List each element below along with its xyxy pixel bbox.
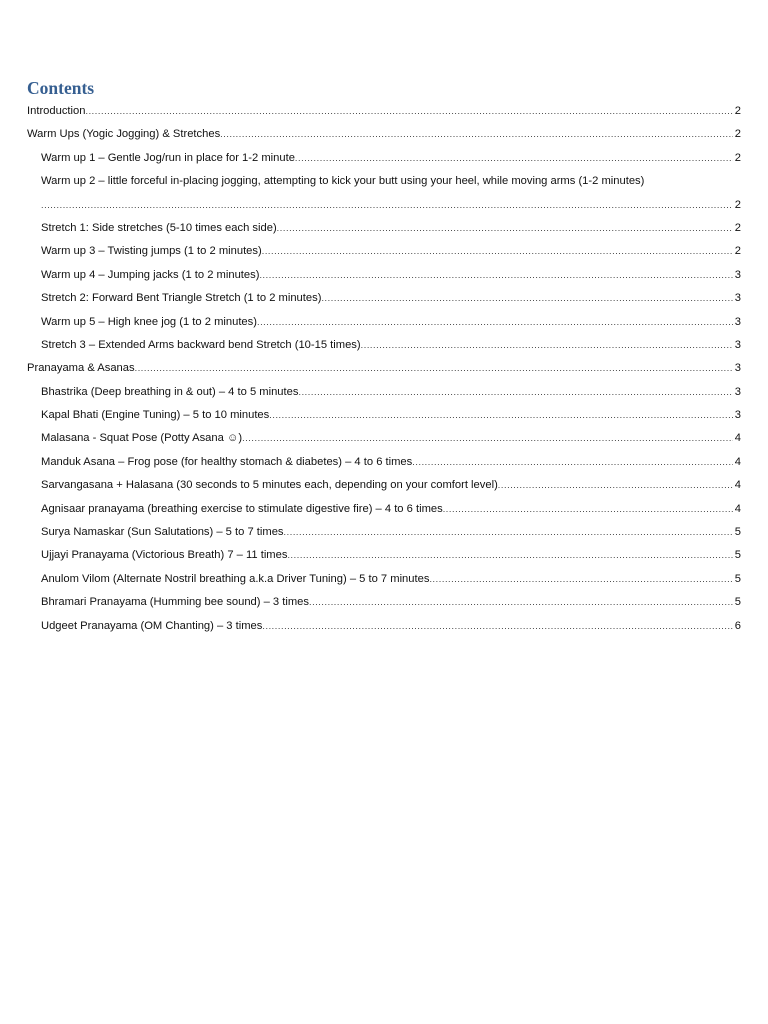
toc-entry[interactable]	[27, 334, 741, 357]
dot-leader	[85, 100, 732, 123]
toc-entry-page: 3	[734, 268, 741, 281]
toc-entry-title: Ujjayi Pranayama (Victorious Breath) 7 – 11 times	[41, 549, 288, 562]
dot-leader	[269, 404, 733, 427]
toc-entry-page: 3	[734, 385, 741, 398]
toc-entry-title: Warm up 1 – Gentle Jog/run in place for 1-2 minute	[41, 151, 295, 164]
toc-entry[interactable]	[27, 170, 741, 217]
toc-entry-page: 5	[734, 549, 741, 562]
dot-leader	[220, 123, 733, 146]
toc-entry[interactable]	[27, 404, 741, 427]
toc-entry-page: 2	[734, 245, 741, 258]
toc-entry[interactable]	[27, 451, 741, 474]
dot-leader	[429, 568, 732, 591]
toc-entry-title: Manduk Asana – Frog pose (for healthy stomach & diabetes) – 4 to 6 times	[41, 455, 413, 468]
toc-entry-title: Bhramari Pranayama (Humming bee sound) – 3 times	[41, 596, 309, 609]
toc-entry[interactable]	[27, 427, 741, 450]
toc-entry[interactable]	[27, 474, 741, 497]
toc-entry[interactable]	[27, 287, 741, 310]
toc-entry-title: Sarvangasana + Halasana (30 seconds to 5 minutes each, depending on your comfort level)	[41, 479, 498, 492]
toc-entry[interactable]	[27, 311, 741, 334]
toc-entry-page: 2	[734, 128, 741, 141]
toc-entry-page: 3	[734, 362, 741, 375]
toc-entry-title: Malasana - Squat Pose (Potty Asana ☺)	[41, 432, 243, 445]
toc-entry-title: Udgeet Pranayama (OM Chanting) – 3 times	[41, 619, 263, 632]
toc-entry-page: 4	[734, 455, 741, 468]
dot-leader	[298, 381, 732, 404]
toc-entry-page: 4	[734, 502, 741, 515]
dot-leader	[41, 194, 733, 217]
toc-entry-page: 2	[734, 105, 741, 117]
toc-entry-page: 5	[734, 572, 741, 585]
toc-entry[interactable]	[27, 544, 741, 567]
toc-entry[interactable]	[27, 357, 741, 380]
toc-entry-title: Warm up 5 – High knee jog (1 to 2 minutes)	[41, 315, 257, 328]
toc-entry-page: 4	[734, 432, 741, 445]
toc-entry-page: 2	[734, 221, 741, 234]
dot-leader	[443, 498, 733, 521]
dot-leader	[135, 357, 733, 380]
toc-entry-title: Stretch 1: Side stretches (5-10 times each side)	[41, 221, 277, 234]
toc-entry[interactable]	[27, 381, 741, 404]
toc-entry-page: 3	[734, 409, 741, 422]
toc-entry[interactable]	[27, 123, 741, 146]
toc-entry-page: 3	[734, 315, 741, 328]
dot-leader	[321, 287, 732, 310]
toc-entry-page: 5	[734, 596, 741, 609]
toc-entry-page: 5	[734, 526, 741, 539]
dot-leader	[257, 311, 733, 334]
toc-entry-title: Surya Namaskar (Sun Salutations) – 5 to 7 times	[41, 526, 284, 539]
contents-heading: Contents	[27, 78, 95, 98]
toc-entry-title: Bhastrika (Deep breathing in & out) – 4 to 5 minutes	[41, 385, 299, 398]
dot-leader	[262, 615, 732, 638]
toc-entry-title: Warm up 2 – little forceful in-placing jogging, attempting to kick your butt using your heel, while moving arms (1-2 minutes)	[41, 175, 645, 188]
dot-leader	[277, 217, 733, 240]
toc-entry[interactable]	[27, 217, 741, 240]
dot-leader	[412, 451, 733, 474]
toc-entry-title: Introduction	[27, 105, 86, 117]
dot-leader	[242, 427, 733, 450]
toc-entry-title: Stretch 3 – Extended Arms backward bend Stretch (10-15 times)	[41, 338, 361, 351]
toc-entry[interactable]	[27, 615, 741, 638]
toc-entry-page: 6	[734, 619, 741, 632]
dot-leader	[498, 474, 733, 497]
toc-entry[interactable]	[27, 591, 741, 614]
toc-entry-page: 2	[734, 198, 741, 211]
toc-entry-page: 3	[734, 338, 741, 351]
dot-leader	[262, 240, 733, 263]
toc-entry[interactable]	[27, 498, 741, 521]
dot-leader	[295, 147, 733, 170]
toc-entry-page: 2	[734, 151, 741, 164]
toc-entry-title: Agnisaar pranayama (breathing exercise to stimulate digestive fire) – 4 to 6 times	[41, 502, 443, 515]
toc-entry[interactable]	[27, 264, 741, 287]
dot-leader	[361, 334, 733, 357]
toc-list	[27, 100, 741, 638]
dot-leader	[284, 521, 733, 544]
toc-entry-title: Warm up 3 – Twisting jumps (1 to 2 minutes)	[41, 245, 262, 258]
dot-leader	[309, 591, 733, 614]
toc-entry-page: 4	[734, 479, 741, 492]
toc-entry[interactable]	[27, 568, 741, 591]
toc-entry[interactable]	[27, 147, 741, 170]
toc-entry-title: Warm Ups (Yogic Jogging) & Stretches	[27, 128, 221, 141]
toc-page	[27, 76, 741, 638]
toc-entry[interactable]	[27, 100, 741, 123]
toc-entry-page: 3	[734, 292, 741, 305]
toc-entry[interactable]	[27, 240, 741, 263]
toc-entry-title: Warm up 4 – Jumping jacks (1 to 2 minutes)	[41, 268, 260, 281]
dot-leader	[259, 264, 732, 287]
dot-leader	[287, 544, 732, 567]
toc-entry[interactable]	[27, 521, 741, 544]
toc-entry-title: Kapal Bhati (Engine Tuning) – 5 to 10 minutes	[41, 409, 270, 422]
toc-entry-title: Stretch 2: Forward Bent Triangle Stretch (1 to 2 minutes)	[41, 292, 322, 305]
toc-entry-title: Pranayama & Asanas	[27, 362, 135, 375]
toc-entry-title: Anulom Vilom (Alternate Nostril breathing a.k.a Driver Tuning) – 5 to 7 minutes	[41, 572, 430, 585]
